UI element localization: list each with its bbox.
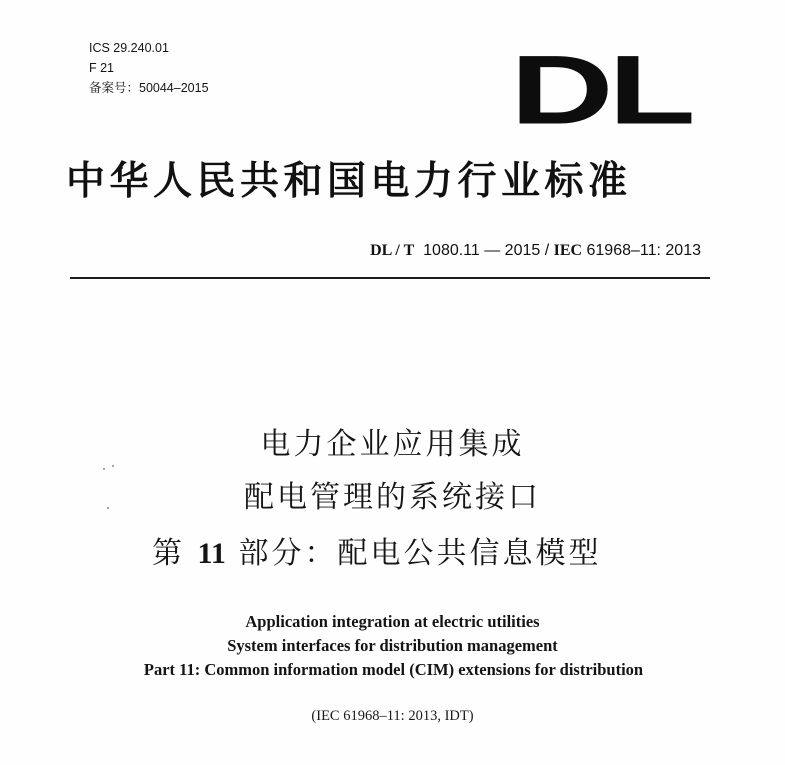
scan-speck — [112, 465, 114, 467]
issuing-body-title: 中华人民共和国电力行业标准 — [66, 158, 632, 204]
dl-logo: DL — [510, 36, 691, 146]
chinese-title-line-1: 电力企业应用集成 — [260, 427, 525, 462]
iec-equivalence-note: (IEC 61968–11: 2013, IDT) — [311, 708, 474, 724]
classification-code: F 21 — [89, 61, 115, 75]
standard-prefix: DL / T — [370, 242, 415, 259]
english-title-line-3: Part 11: Common information model (CIM) extensions for distribution — [143, 660, 644, 679]
part-label-suffix: 部分：配电公共信息模型 — [225, 536, 602, 571]
scan-speck — [103, 468, 105, 470]
filing-number: 备案号：50044–2015 — [89, 81, 209, 95]
english-title-line-1: Application integration at electric utilities — [245, 612, 540, 631]
english-title-line-2: System interfaces for distribution management — [227, 636, 558, 655]
iec-prefix: IEC — [553, 242, 583, 259]
classification-block — [89, 38, 209, 98]
chinese-title-line-2: 配电管理的系统接口 — [244, 480, 541, 515]
iec-code: 61968–11: 2013 — [582, 242, 701, 259]
scan-speck — [107, 507, 109, 509]
part-number: 11 — [197, 537, 226, 570]
header-divider — [70, 277, 710, 279]
standard-number — [370, 240, 701, 262]
standard-code: 1080.11 — 2015 / — [423, 242, 554, 259]
chinese-title-line-3 — [152, 534, 601, 574]
part-label-prefix: 第 — [152, 536, 198, 571]
ics-code: ICS 29.240.01 — [89, 41, 169, 55]
